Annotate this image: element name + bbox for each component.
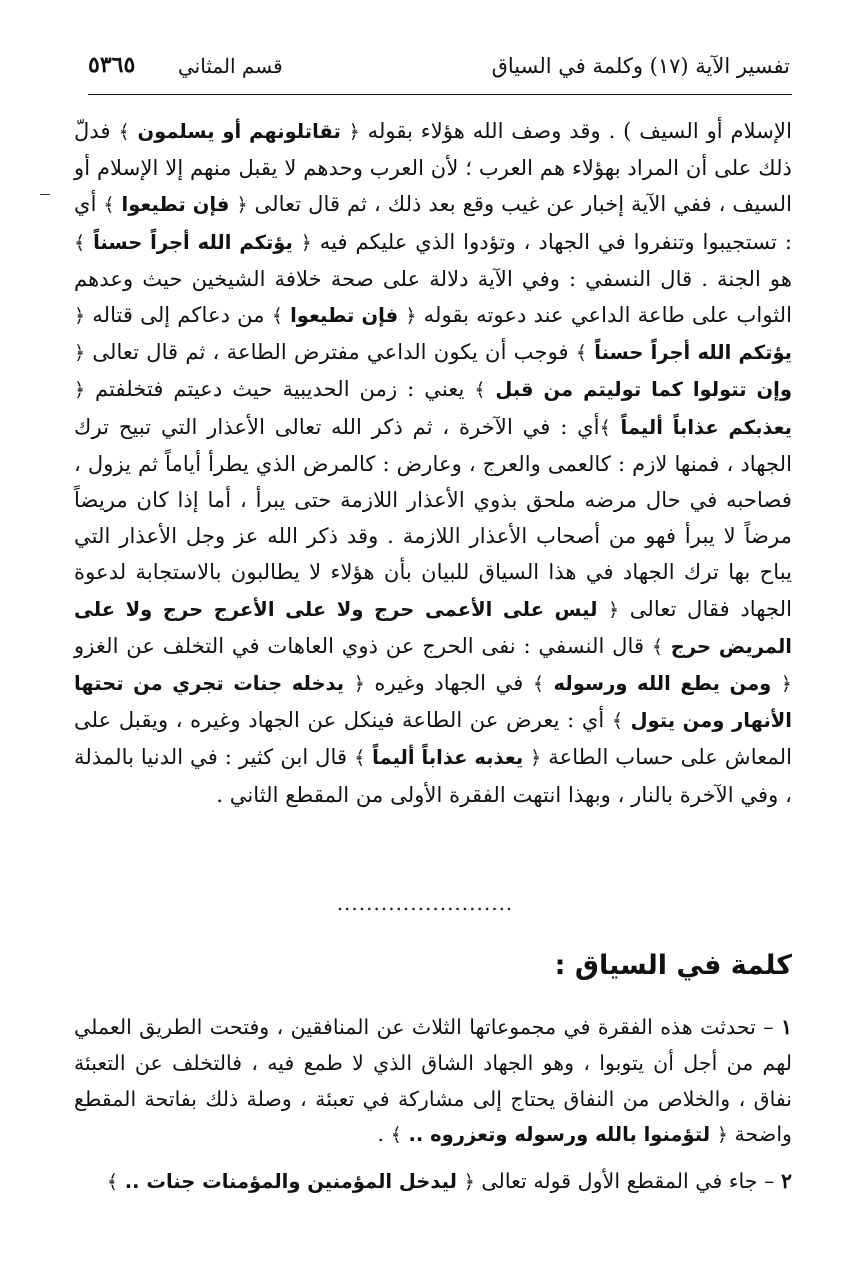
header-rule (88, 94, 792, 95)
text-run: . (377, 1122, 391, 1147)
ornate-bracket: ﴾ (575, 342, 587, 365)
item-text (107, 1169, 781, 1193)
context-item-1 (74, 1010, 792, 1154)
commentary-paragraph (74, 113, 792, 813)
item-text (74, 1015, 792, 1146)
text-run: فوجب أن يكون الداعي مفترض الطاعة ، ثم قال تعالى (85, 339, 576, 365)
item-number: ٢ (780, 1169, 792, 1194)
ornate-bracket: ﴾ (354, 747, 366, 770)
quran-quote: فإن تطيعوا (114, 193, 237, 217)
ornate-bracket: ﴾ (611, 710, 623, 733)
ornate-bracket: ﴿ (353, 673, 365, 696)
text-run: أي : تستجيبوا وتنفروا في الجهاد ، وتؤدوا الذي عليكم فيه (74, 191, 792, 254)
section-title: قسم المثاني (178, 54, 283, 78)
quran-quote: ومن يطع الله ورسوله (543, 672, 781, 696)
text-run: – جاء في المقطع الأول قوله تعالى (474, 1169, 781, 1194)
page-number: ٥٣٦٥ (88, 52, 136, 78)
margin-mark (40, 194, 50, 195)
ornate-bracket: ﴾ (103, 194, 115, 217)
text-run: الإسلام أو السيف ) . وقد وصف الله هؤلاء بقوله (359, 118, 792, 143)
text-run: أي : يعرض عن الطاعة فينكل عن الجهاد وغيره ، ويقبل على المعاش على حساب الطاعة (74, 707, 793, 770)
ornate-bracket: ﴿ (74, 305, 86, 328)
quran-quote: يعذبكم عذاباً أليماً (610, 415, 793, 439)
ornate-bracket: ﴾ (474, 379, 486, 402)
quran-quote: فإن تطيعوا (282, 304, 406, 328)
quran-quote: تقاتلونهم أو يسلمون (129, 120, 349, 143)
ornate-bracket: ﴾ (599, 416, 611, 439)
quran-quote: يؤتكم الله أجراً حسناً (85, 230, 301, 254)
text-run: أي : في الآخرة ، ثم ذكر الله تعالى الأعذار التي تبيح ترك الجهاد ، فمنها لازم : كالعمى والعرج ، وعارض : كالمرض الذي يطرأ أياماً ثم يزول ، فصاحبه في حال مرضه ملحق بذوي الأعذار اللازمة حتى يبرأ ، أما إذا كان مريضاً مرضاً لا يبرأ فهو من أصحاب الأعذار اللازمة . وقد ذكر الله عز وجل الأعذار التي يباح بها ترك الجهاد في هذا السياق للبيان بأن هؤلاء لا يطالبون بالاستجابة لدعوة الجهاد فقال تعالى (74, 413, 792, 621)
text-run: – تحدثت هذه الفقرة في مجموعاتها الثلاث عن المنافقين ، وفتحت الطريق العملي لهم من أجل أن يتوبوا ، وهو الجهاد الشاق الذي لا طمع فيه ، فالتخلف عن التعبئة نفاق ، والخلاص من النفاق يحتاج إلى مشاركة في تعبئة ، وصلة ذلك بفاتحة المقطع واضحة (74, 1015, 792, 1147)
ornate-bracket: ﴾ (271, 305, 283, 328)
ornate-bracket: ﴿ (236, 194, 248, 217)
text-run: قال النسفي : نفى الحرج عن ذوي العاهات في التخلف عن الغزو (74, 632, 652, 658)
ornate-bracket: ﴾ (74, 231, 86, 254)
quran-quote: ليس على الأعمى حرج ولا على الأعرج حرج ولا على المريض حرج (74, 597, 792, 658)
ornate-bracket: ﴿ (348, 121, 360, 143)
ornate-bracket: ﴿ (405, 305, 417, 328)
page-header (60, 48, 790, 86)
quran-quote: ليدخل المؤمنين والمؤمنات جنات .. (117, 1170, 464, 1194)
ornate-bracket: ﴿ (780, 673, 792, 696)
ornate-bracket: ﴿ (74, 342, 86, 365)
ornate-bracket: ﴾ (118, 121, 130, 143)
text-run: قال ابن كثير : في الدنيا بالمذلة ، وفي الآخرة بالنار ، وبهذا انتهت الفقرة الأولى من المقطع الثاني . (74, 744, 792, 807)
item-number: ١ (780, 1015, 792, 1039)
ornate-bracket: ﴾ (532, 673, 544, 696)
quran-quote: يؤتكم الله أجراً حسناً (587, 341, 792, 365)
quran-quote: لتؤمنوا بالله ورسوله وتعزروه .. (401, 1123, 717, 1147)
commentary-text (74, 113, 792, 813)
text-run: من دعاكم إلى قتاله (85, 302, 272, 328)
ornate-bracket: ﴾ (106, 1171, 118, 1194)
ornate-bracket: ﴿ (608, 598, 620, 621)
text-run: في الجهاد وغيره (364, 670, 533, 696)
quran-quote: يدخله جنات تجري من تحتها الأنهار ومن يتول (74, 672, 792, 733)
ornate-bracket: ﴿ (463, 1171, 475, 1194)
quran-quote: يعذبه عذاباً أليماً (365, 746, 531, 770)
separator-dots: ........................ (336, 891, 514, 915)
ornate-bracket: ﴾ (651, 635, 663, 658)
ornate-bracket: ﴿ (300, 231, 312, 254)
context-heading: كلمة في السياق : (554, 950, 792, 981)
context-section (74, 1010, 792, 1201)
context-item-2 (74, 1164, 792, 1201)
ornate-bracket: ﴿ (716, 1124, 728, 1147)
ornate-bracket: ﴾ (390, 1124, 402, 1147)
text-run: فدلّ ذلك على أن المراد بهؤلاء هم العرب ؛ لأن العرب وحدهم لا يقبل منهم إلا الإسلام أو السيف ، ففي الآية إخبار عن غيب وقع بعد ذلك ، ثم قال تعالى (74, 118, 792, 217)
quran-quote: وإن تتولوا كما توليتم من قبل (485, 378, 792, 402)
text-run: يعني : زمن الحديبية حيث دعيتم فتخلفتم (85, 376, 475, 402)
running-title: تفسير الآية (١٧) وكلمة في السياق (491, 54, 790, 78)
ornate-bracket: ﴿ (530, 747, 542, 770)
text-run: هو الجنة . قال النسفي : وفي الآية دلالة على صحة خلافة الشيخين حيث وعدهم الثواب على طاعة الداعي عند دعوته بقوله (74, 265, 792, 328)
ornate-bracket: ﴿ (74, 379, 86, 402)
